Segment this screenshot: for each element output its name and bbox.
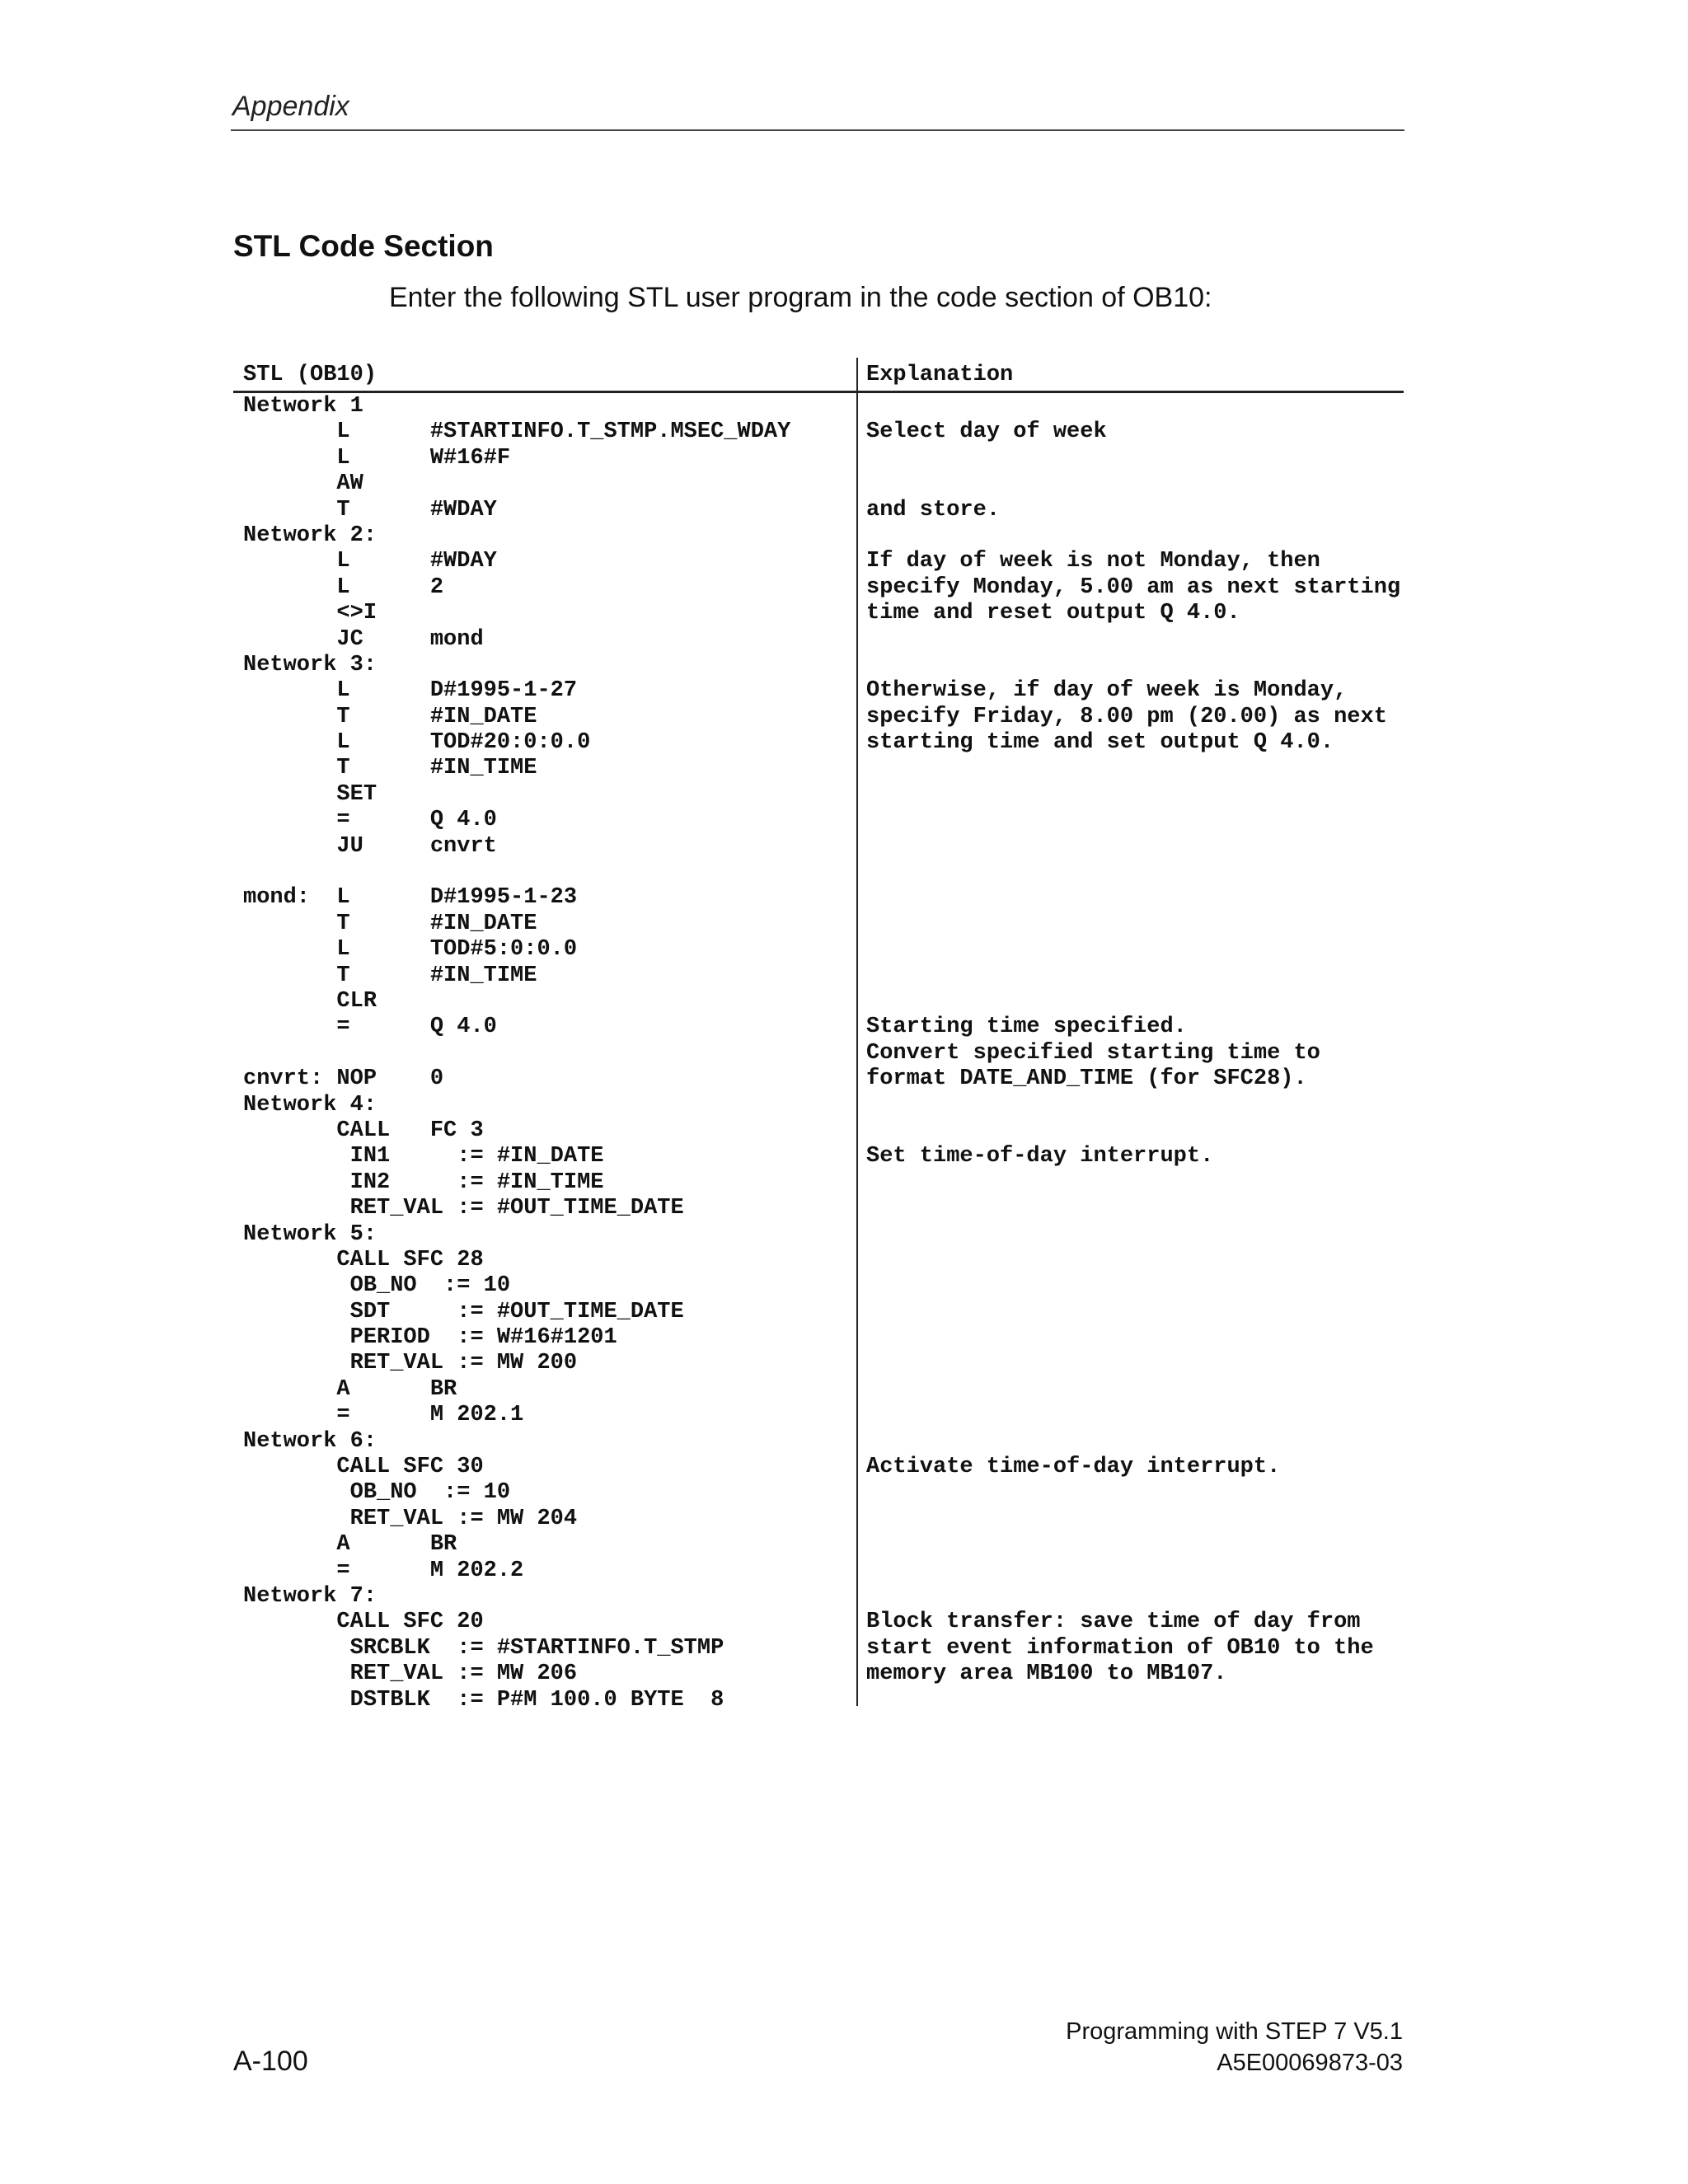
stl-code-line: DSTBLK := P#M 100.0 BYTE 8 <box>243 1687 724 1713</box>
stl-code-line: L #STARTINFO.T_STMP.MSEC_WDAY <box>243 419 791 445</box>
stl-code-line: JU cnvrt <box>243 833 497 859</box>
explanation-line: time and reset output Q 4.0. <box>866 601 1240 626</box>
column-header-stl: STL (OB10) <box>243 363 377 387</box>
table-row <box>233 446 1404 471</box>
explanation-line: start event information of OB10 to the <box>866 1635 1374 1661</box>
stl-code-line: OB_NO := 10 <box>243 1480 511 1506</box>
explanation-line: specify Monday, 5.00 am as next starting <box>866 574 1401 600</box>
explanation-line: Activate time-of-day interrupt. <box>866 1455 1281 1480</box>
table-row <box>233 1403 1404 1428</box>
stl-code-line: Network 1 <box>243 394 363 419</box>
stl-code-line: CALL SFC 20 <box>243 1610 484 1635</box>
table-row <box>233 1636 1404 1661</box>
stl-code-line: JC mond <box>243 626 484 652</box>
header-rule <box>231 129 1404 131</box>
stl-code-line: AW <box>243 471 363 497</box>
stl-code-line: SRCBLK := #STARTINFO.T_STMP <box>243 1635 724 1661</box>
stl-code-line: A BR <box>243 1532 457 1558</box>
document-number: A5E00069873-03 <box>1217 2050 1403 2076</box>
table-row <box>233 1118 1404 1144</box>
table-row <box>233 1222 1404 1248</box>
table-row <box>233 1093 1404 1118</box>
stl-code-line: OB_NO := 10 <box>243 1273 511 1299</box>
stl-code-line: SDT := #OUT_TIME_DATE <box>243 1299 684 1324</box>
stl-code-line: L #WDAY <box>243 549 497 574</box>
stl-code-line: <>I <box>243 601 377 626</box>
table-row <box>233 834 1404 860</box>
stl-code-line: Network 6: <box>243 1428 377 1454</box>
table-row <box>233 549 1404 574</box>
column-header-explanation: Explanation <box>866 363 1014 387</box>
stl-code-line: PERIOD := W#16#1201 <box>243 1325 617 1351</box>
stl-code-line: L TOD#20:0:0.0 <box>243 730 591 756</box>
table-row <box>233 989 1404 1015</box>
stl-code-line: mond: L D#1995-1-23 <box>243 885 578 911</box>
stl-code-line: CALL SFC 30 <box>243 1455 484 1480</box>
table-row <box>233 419 1404 445</box>
table-body <box>233 394 1404 1713</box>
stl-code-line: CALL SFC 28 <box>243 1247 484 1272</box>
table-row <box>233 1507 1404 1532</box>
table-row <box>233 394 1404 419</box>
table-row <box>233 1015 1404 1040</box>
table-row <box>233 523 1404 549</box>
explanation-line: specify Friday, 8.00 pm (20.00) as next <box>866 704 1387 729</box>
table-row <box>233 1351 1404 1376</box>
stl-code-line: Network 5: <box>243 1221 377 1247</box>
table-row <box>233 1196 1404 1221</box>
stl-code-line: RET_VAL := #OUT_TIME_DATE <box>243 1196 684 1221</box>
explanation-line: and store. <box>866 497 1001 523</box>
table-row <box>233 1066 1404 1092</box>
stl-code-line: L TOD#5:0:0.0 <box>243 937 578 963</box>
table-row <box>233 1170 1404 1196</box>
table-row <box>233 1429 1404 1455</box>
table-header-rule <box>233 391 1404 393</box>
stl-code-line: T #IN_DATE <box>243 911 537 936</box>
stl-code-line: SET <box>243 781 377 807</box>
explanation-line: memory area MB100 to MB107. <box>866 1661 1227 1687</box>
table-row <box>233 808 1404 833</box>
table-row <box>233 782 1404 808</box>
table-row <box>233 1610 1404 1635</box>
stl-code-line: RET_VAL := MW 200 <box>243 1351 578 1376</box>
table-row <box>233 471 1404 497</box>
table-row <box>233 498 1404 523</box>
stl-code-line: L D#1995-1-27 <box>243 678 578 704</box>
table-row <box>233 756 1404 781</box>
stl-code-line: = Q 4.0 <box>243 1015 497 1040</box>
stl-code-line: IN1 := #IN_DATE <box>243 1144 604 1169</box>
stl-code-line: cnvrt: NOP 0 <box>243 1066 444 1092</box>
table-row <box>233 1688 1404 1713</box>
explanation-line: Starting time specified. <box>866 1015 1187 1040</box>
table-row <box>233 1480 1404 1506</box>
stl-code-line: = M 202.2 <box>243 1558 524 1583</box>
table-row <box>233 601 1404 626</box>
table-row <box>233 1661 1404 1687</box>
stl-code-line: T #WDAY <box>243 497 497 523</box>
stl-code-line: Network 3: <box>243 652 377 677</box>
page-number: A-100 <box>233 2046 308 2077</box>
table-row <box>233 730 1404 756</box>
table-row <box>233 627 1404 653</box>
stl-code-line: T #IN_DATE <box>243 704 537 729</box>
table-row <box>233 1144 1404 1169</box>
table-row <box>233 1248 1404 1273</box>
stl-code-line: Network 2: <box>243 523 377 548</box>
stl-code-line: = M 202.1 <box>243 1403 524 1428</box>
table-row <box>233 1325 1404 1351</box>
table-row <box>233 912 1404 937</box>
stl-code-line: T #IN_TIME <box>243 963 537 988</box>
stl-code-line: Network 7: <box>243 1583 377 1609</box>
explanation-line: Otherwise, if day of week is Monday, <box>866 678 1348 704</box>
table-row <box>233 1584 1404 1610</box>
stl-code-line: RET_VAL := MW 206 <box>243 1661 578 1687</box>
table-row <box>233 1300 1404 1325</box>
table-row <box>233 1455 1404 1480</box>
stl-code-line: T #IN_TIME <box>243 756 537 781</box>
table-row <box>233 1532 1404 1558</box>
table-row <box>233 678 1404 704</box>
table-row <box>233 653 1404 678</box>
stl-code-line: A BR <box>243 1376 457 1402</box>
table-row <box>233 937 1404 963</box>
explanation-line: starting time and set output Q 4.0. <box>866 730 1334 756</box>
table-row <box>233 963 1404 989</box>
explanation-line: Set time-of-day interrupt. <box>866 1144 1214 1169</box>
stl-code-line: CLR <box>243 988 377 1014</box>
stl-code-line: L 2 <box>243 574 444 600</box>
table-row <box>233 885 1404 911</box>
table-row <box>233 575 1404 601</box>
table-row <box>233 1273 1404 1299</box>
explanation-line: format DATE_AND_TIME (for SFC28). <box>866 1066 1307 1092</box>
footer-book-info <box>1066 2016 1403 2079</box>
explanation-line: Block transfer: save time of day from <box>866 1610 1361 1635</box>
stl-code-line: IN2 := #IN_TIME <box>243 1169 604 1195</box>
table-row <box>233 705 1404 730</box>
explanation-line: Convert specified starting time to <box>866 1040 1320 1066</box>
stl-code-line: L W#16#F <box>243 445 511 471</box>
table-row <box>233 1377 1404 1403</box>
stl-code-line: = Q 4.0 <box>243 808 497 833</box>
running-header: Appendix <box>232 91 349 122</box>
table-row <box>233 1041 1404 1066</box>
stl-code-line: Network 4: <box>243 1092 377 1118</box>
table-row <box>233 1558 1404 1584</box>
explanation-line: Select day of week <box>866 419 1107 445</box>
book-title: Programming with STEP 7 V5.1 <box>1066 2018 1403 2045</box>
stl-code-line: CALL FC 3 <box>243 1118 484 1143</box>
explanation-line: If day of week is not Monday, then <box>866 549 1320 574</box>
stl-code-line: RET_VAL := MW 204 <box>243 1506 578 1531</box>
intro-text: Enter the following STL user program in the code section of OB10: <box>389 282 1212 313</box>
table-row <box>233 860 1404 885</box>
section-title: STL Code Section <box>233 229 494 263</box>
